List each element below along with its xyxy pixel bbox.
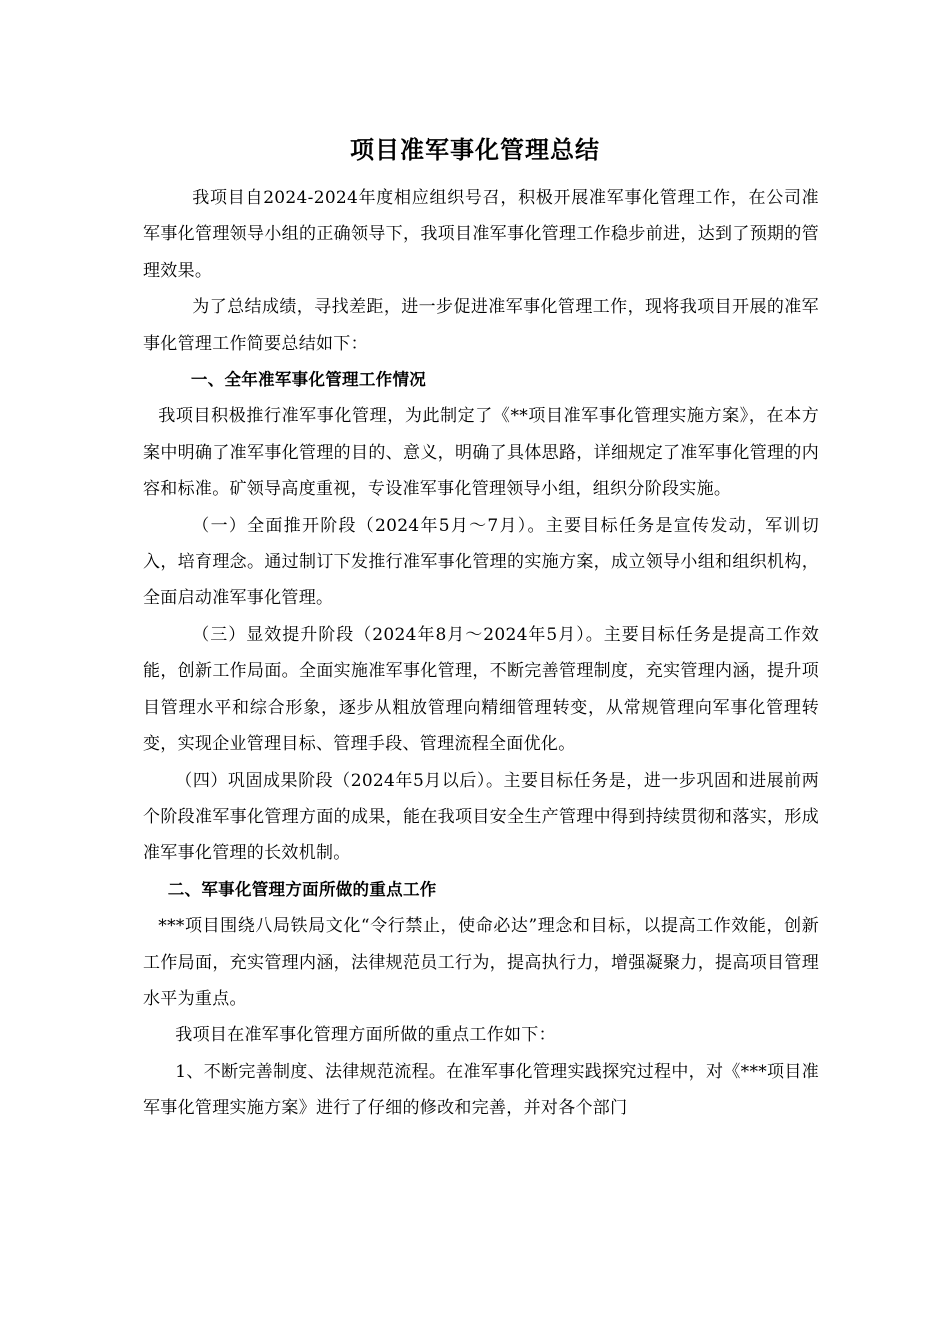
paragraph-stage-3: （三）显效提升阶段（2024年8月～2024年5月）。主要目标任务是提高工作效能，创新工作局面。全面实施准军事化管理，不断完善管理制度，充实管理内涵，提升项目管理水平和综合形象，逐步从粗放管理向精细管理转变，从常规管理向军事化管理转变，实现企业管理目标、管理手段、管理流程全面优化。 (143, 624, 819, 755)
document-title: 项目准军事化管理总结 (350, 136, 600, 164)
paragraph-item-1: 1、不断完善制度、法律规范流程。在准军事化管理实践探究过程中，对《***项目准军事化管理实施方案》进行了仔细的修改和完善，并对各个部门 (143, 1061, 819, 1119)
paragraph-section-1: 我项目积极推行准军事化管理，为此制定了《**项目准军事化管理实施方案》，在本方案中明确了准军事化管理的目的、意义，明确了具体思路，详细规定了准军事化管理的内容和标准。矿领导高度重视，专设准军事化管理领导小组，组织分阶段实施。 (143, 406, 819, 500)
paragraph-key-work: 我项目在准军事化管理方面所做的重点工作如下： (175, 1025, 556, 1046)
paragraph-section-2: ***项目围绕八局铁局文化“令行禁止，使命必达”理念和目标，以提高工作效能，创新工作局面，充实管理内涵，法律规范员工行为，提高执行力，增强凝聚力，提高项目管理水平为重点。 (143, 916, 819, 1009)
paragraph-purpose: 为了总结成绩，寻找差距，进一步促进准军事化管理工作，现将我项目开展的准军事化管理工作简要总结如下： (143, 297, 819, 354)
document-body (143, 180, 819, 1127)
section-heading-1: 一、全年准军事化管理工作情况 (190, 370, 427, 390)
paragraph-stage-4: （四）巩固成果阶段（2024年5月以后）。主要目标任务是，进一步巩固和进展前两个阶段准军事化管理方面的成果，能在我项目安全生产管理中得到持续贯彻和落实，形成准军事化管理的长效机制。 (143, 770, 819, 864)
paragraph-intro: 我项目自2024-2024年度相应组织号召，积极开展准军事化管理工作，在公司准军事化管理领导小组的正确领导下，我项目准军事化管理工作稳步前进，达到了预期的管理效果。 (143, 188, 819, 281)
section-heading-2: 二、军事化管理方面所做的重点工作 (167, 879, 437, 899)
paragraph-stage-1: （一）全面推开阶段（2024年5月～7月）。主要目标任务是宣传发动，军训切入，培育理念。通过制订下发推行准军事化管理的实施方案，成立领导小组和组织机构，全面启动准军事化管理。 (143, 515, 819, 609)
